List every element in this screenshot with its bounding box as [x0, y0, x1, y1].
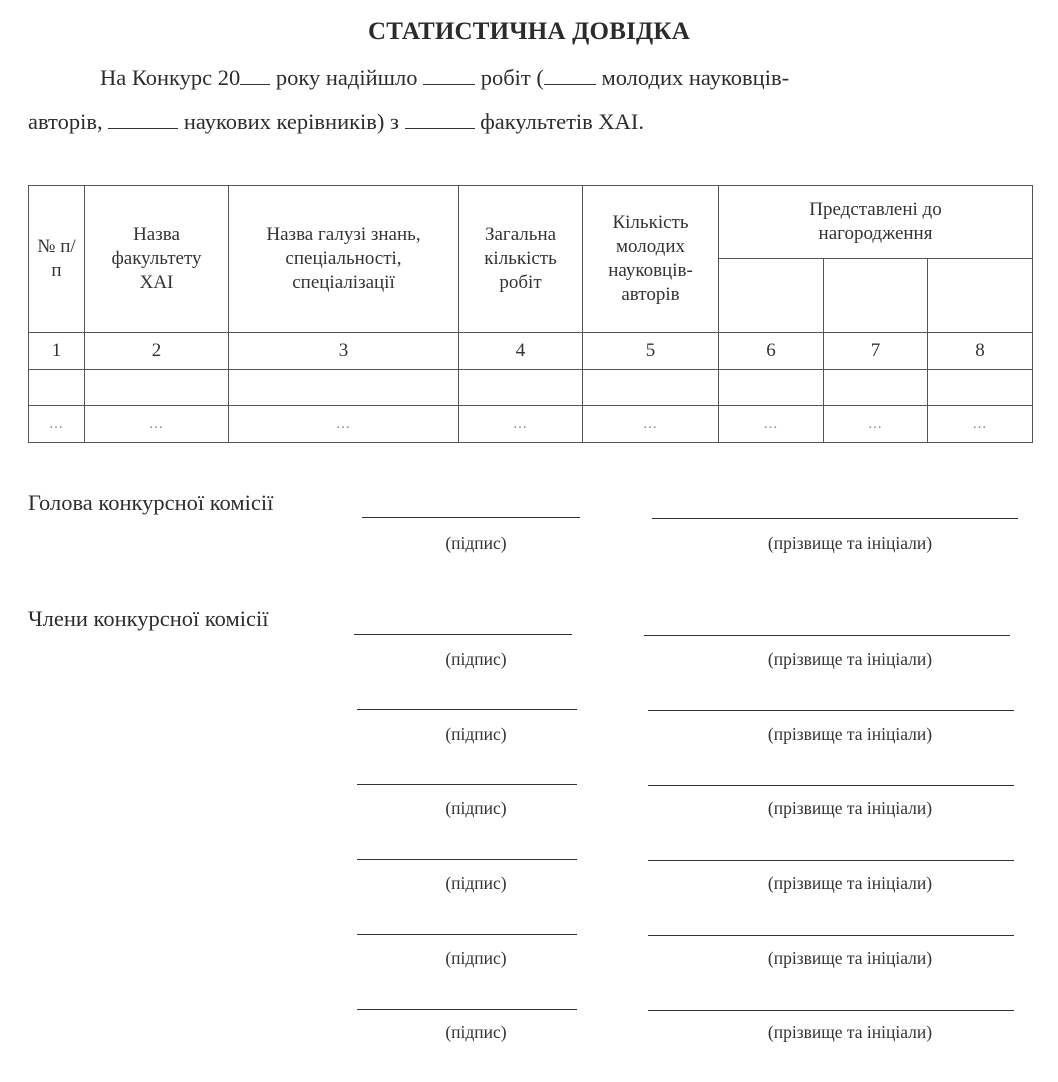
- member-signature-caption: (підпис): [445, 724, 507, 744]
- column-number: 2: [85, 333, 229, 370]
- intro-text-4: молодих науковців-: [601, 65, 790, 90]
- supervisors-count-blank[interactable]: [108, 110, 178, 129]
- member-signature-caption: (підпис): [445, 798, 507, 818]
- intro-line-1: [100, 56, 789, 100]
- header-faculty: Назва факультету ХАІ: [85, 186, 229, 333]
- young-scientists-count-blank[interactable]: [544, 66, 596, 85]
- table-cell[interactable]: [29, 370, 85, 406]
- member-name-caption: (прізвище та ініціали): [767, 798, 933, 818]
- continuation-cell: ...: [824, 406, 928, 443]
- works-count-blank[interactable]: [423, 66, 475, 85]
- members-label: Члени конкурсної комісії: [28, 606, 269, 631]
- statistics-table: [28, 185, 1033, 443]
- header-young-scientists: Кількість молодих науковців-авторів: [583, 186, 719, 333]
- column-number: 4: [459, 333, 583, 370]
- member-signature-line[interactable]: [357, 1009, 577, 1010]
- member-signature-caption: (підпис): [445, 948, 507, 968]
- column-number: 5: [583, 333, 719, 370]
- continuation-cell: ...: [719, 406, 824, 443]
- member-signature-line[interactable]: [354, 634, 572, 635]
- header-total-works: Загальна кількість робіт: [459, 186, 583, 333]
- column-number: 1: [29, 333, 85, 370]
- member-signature-caption: (підпис): [445, 649, 507, 669]
- chair-label: Голова конкурсної комісії: [28, 490, 274, 515]
- member-name-caption: (прізвище та ініціали): [767, 649, 933, 669]
- member-name-line[interactable]: [648, 860, 1014, 861]
- header-number: № п/п: [29, 186, 85, 333]
- column-number: 8: [928, 333, 1033, 370]
- chair-name-caption: (прізвище та ініціали): [767, 533, 933, 553]
- table-cell[interactable]: [85, 370, 229, 406]
- member-name-caption: (прізвище та ініціали): [767, 948, 933, 968]
- member-name-line[interactable]: [644, 635, 1010, 636]
- continuation-cell: ...: [29, 406, 85, 443]
- column-number: 3: [229, 333, 459, 370]
- column-number-row: [29, 333, 1033, 370]
- member-name-line[interactable]: [648, 785, 1014, 786]
- member-name-caption: (прізвище та ініціали): [767, 724, 933, 744]
- table-row-continuation: [29, 406, 1033, 443]
- continuation-cell: ...: [583, 406, 719, 443]
- member-signature-caption: (підпис): [445, 1022, 507, 1042]
- intro-text-6: наукових керівників) з: [183, 109, 399, 134]
- member-signature-line[interactable]: [357, 709, 577, 710]
- table-cell[interactable]: [459, 370, 583, 406]
- column-number: 7: [824, 333, 928, 370]
- chair-signature-line[interactable]: [362, 517, 580, 518]
- header-row: [29, 186, 1033, 259]
- intro-text-1: На Конкурс 20: [100, 65, 241, 90]
- header-award-col-6: [719, 259, 824, 333]
- faculties-count-blank[interactable]: [405, 110, 475, 129]
- member-signature-caption: (підпис): [445, 873, 507, 893]
- header-award-col-8: [928, 259, 1033, 333]
- member-name-caption: (прізвище та ініціали): [767, 1022, 933, 1042]
- member-signature-line[interactable]: [357, 859, 577, 860]
- document-title: СТАТИСТИЧНА ДОВІДКА: [368, 18, 690, 45]
- member-name-line[interactable]: [648, 935, 1014, 936]
- intro-text-5: авторів,: [28, 109, 103, 134]
- member-signature-line[interactable]: [357, 784, 577, 785]
- member-name-line[interactable]: [648, 1010, 1014, 1011]
- continuation-cell: ...: [928, 406, 1033, 443]
- header-awards-group: Представлені до нагородження: [719, 186, 1033, 259]
- table-cell[interactable]: [229, 370, 459, 406]
- header-field: Назва галузі знань, спеціальності, спеціалізації: [229, 186, 459, 333]
- header-award-col-7: [824, 259, 928, 333]
- year-blank[interactable]: [240, 66, 270, 85]
- member-signature-line[interactable]: [357, 934, 577, 935]
- continuation-cell: ...: [459, 406, 583, 443]
- table-cell[interactable]: [583, 370, 719, 406]
- table-cell[interactable]: [928, 370, 1033, 406]
- table-row: [29, 370, 1033, 406]
- intro-text-2: року надійшло: [275, 65, 418, 90]
- continuation-cell: ...: [85, 406, 229, 443]
- table-cell[interactable]: [719, 370, 824, 406]
- column-number: 6: [719, 333, 824, 370]
- table-cell[interactable]: [824, 370, 928, 406]
- member-name-caption: (прізвище та ініціали): [767, 873, 933, 893]
- intro-text-7: факультетів ХАІ.: [480, 109, 645, 134]
- member-name-line[interactable]: [648, 710, 1014, 711]
- intro-text-3: робіт (: [480, 65, 544, 90]
- chair-signature-caption: (підпис): [445, 533, 507, 553]
- continuation-cell: ...: [229, 406, 459, 443]
- intro-line-2: [28, 100, 644, 144]
- chair-name-line[interactable]: [652, 518, 1018, 519]
